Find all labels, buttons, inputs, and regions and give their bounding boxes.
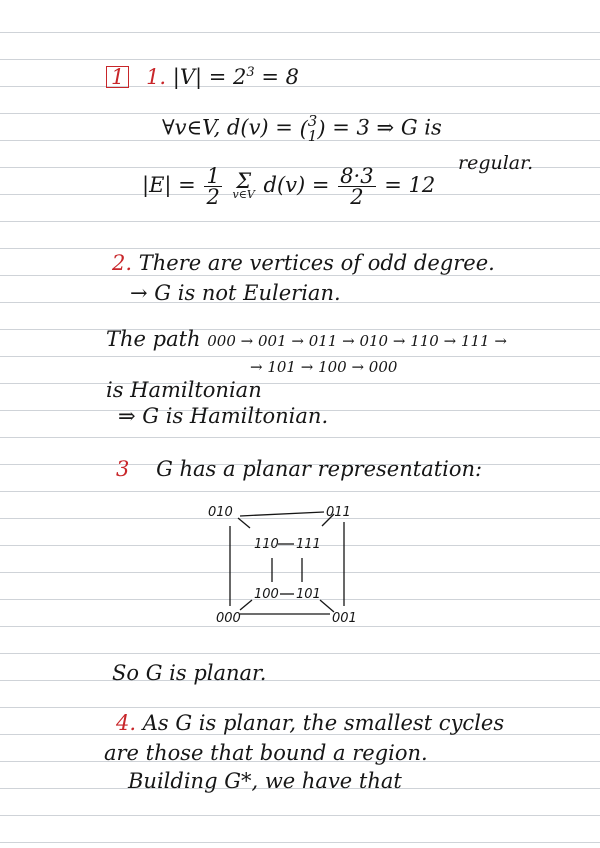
degree-line: ∀v∈V, d(v) = ( 3 1 ) = 3 ⇒ G is xyxy=(162,112,442,145)
path-line-1 xyxy=(106,326,507,354)
vertex-100: 100 xyxy=(254,587,279,602)
section-2-line-1 xyxy=(112,250,495,276)
edge-010-011 xyxy=(240,512,324,516)
vertex-count-expression: $|V| = 2^3 = 8$ xyxy=(172,65,300,89)
edge-000-100 xyxy=(240,600,252,610)
section-4-marker: 4. xyxy=(116,711,137,735)
regular-word: regular. xyxy=(458,152,534,174)
odd-degree-statement: There are vertices of odd degree. xyxy=(138,251,495,275)
vertex-111: 111 xyxy=(296,537,321,552)
edges-result: = 12 xyxy=(384,173,436,197)
edges-dv: d(v) = xyxy=(263,173,330,197)
degree-prefix: ∀v∈V, d(v) = xyxy=(162,115,293,140)
planar-cube-drawing xyxy=(190,496,380,636)
path-intro: The path xyxy=(106,327,201,351)
section-1-marker: 1. xyxy=(146,65,167,89)
section-4-line-2: are those that bound a region. xyxy=(104,741,428,765)
section-2-marker: 2. xyxy=(112,251,133,275)
binomial-coefficient: 3 1 xyxy=(307,112,318,145)
vertex-110: 110 xyxy=(254,537,279,552)
vertex-011: 011 xyxy=(326,505,351,520)
path-sequence-1: 000 → 001 → 011 → 010 → 110 → 111 → xyxy=(207,332,507,350)
section-4-line-1 xyxy=(116,710,504,736)
problem-header-line xyxy=(106,60,299,90)
hamiltonian-conclusion: ⇒ G is Hamiltonian. xyxy=(118,404,329,428)
planar-representation-statement: G has a planar representation: xyxy=(156,457,483,481)
edge-010-110 xyxy=(238,518,250,528)
vertex-000: 000 xyxy=(216,611,241,626)
vertex-101: 101 xyxy=(296,587,321,602)
half-fraction: $\frac{1}{2}$ xyxy=(206,164,220,209)
vertex-010: 010 xyxy=(208,505,233,520)
section-3-line-1 xyxy=(116,456,482,482)
planar-conclusion: So G is planar. xyxy=(112,661,267,685)
is-hamiltonian-line: is Hamiltonian xyxy=(106,378,262,402)
smallest-cycles-statement: As G is planar, the smallest cycles xyxy=(142,711,505,735)
problem-number-box: 1 xyxy=(106,66,129,88)
not-eulerian-line: → G is not Eulerian. xyxy=(130,281,341,305)
degree-result: = 3 ⇒ G is xyxy=(332,115,442,140)
product-fraction: $\frac{8\cdot 3}{2}$ xyxy=(340,164,374,209)
edges-prefix: |E| = xyxy=(142,173,196,197)
section-4-line-3: Building G*, we have that xyxy=(128,769,402,793)
sum-over-vertices: Σ v∈V xyxy=(232,168,255,201)
vertex-001: 001 xyxy=(332,611,357,626)
path-line-2: → 101 → 100 → 000 xyxy=(250,358,398,376)
section-3-marker: 3 xyxy=(116,457,130,481)
edge-count-line xyxy=(142,166,435,207)
